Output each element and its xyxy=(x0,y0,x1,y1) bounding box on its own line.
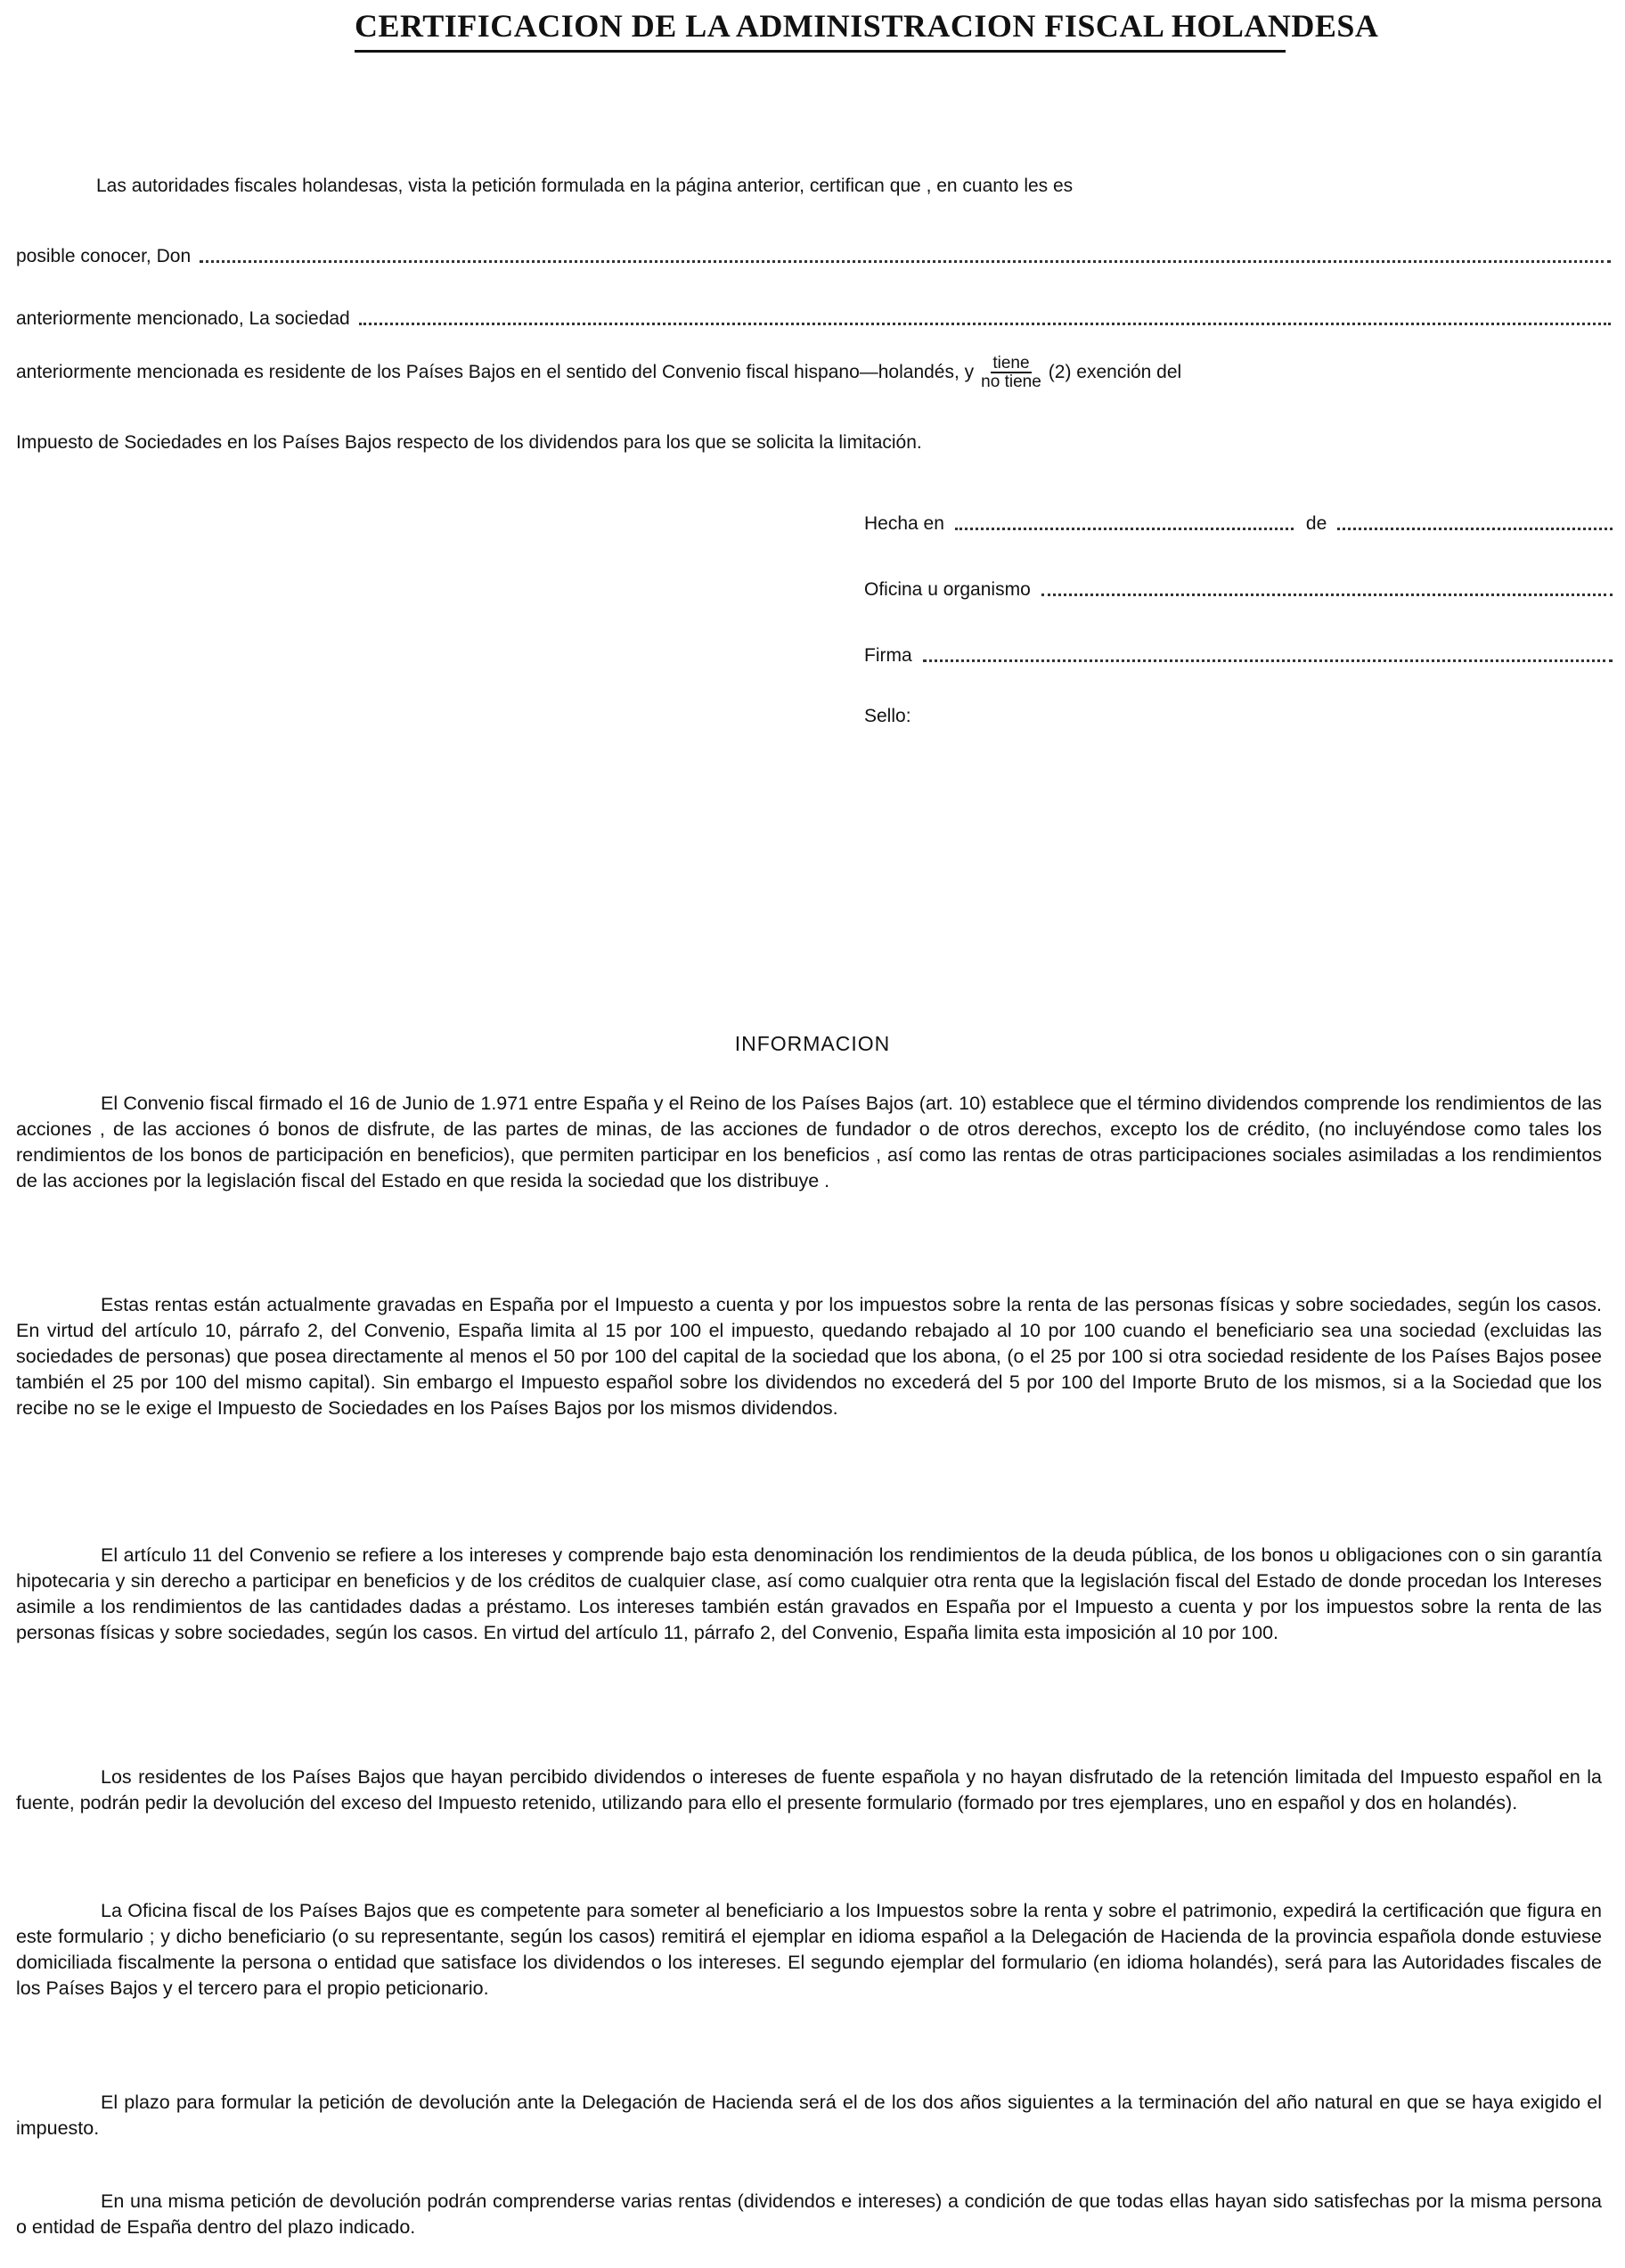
de-label: de xyxy=(1305,513,1327,534)
certificate-line-don xyxy=(16,246,1611,267)
certificate-line-sociedad xyxy=(16,308,1611,330)
certificate-line-5: Impuesto de Sociedades en los Países Bajos respecto de los dividendos para los que se solicita la limitación. xyxy=(16,432,922,453)
info-paragraph-6: El plazo para formular la petición de devolución ante la Delegación de Hacienda será el de los dos años siguientes a la terminación del año natural en que se haya exigido el impuesto. xyxy=(16,2092,1602,2139)
info-paragraph-3: El artículo 11 del Convenio se refiere a los intereses y comprende bajo esta denominación los rendimientos de la deuda pública, de los bonos u obligaciones con o sin garantía hipotecaria y sin derecho a participar en beneficios y de los créditos de cualquier clase, así como cualquier otra renta que la legislación fiscal del Estado de donde procedan los Intereses asimile a los rendimientos de las cantidades dadas a préstamo. Los intereses también están gravados en España por el Impuesto a cuenta y por los impuestos sobre la renta de las personas físicas y sobre sociedades, según los casos. En virtud del artículo 11, párrafo 2, del Convenio, España limita esta imposición al 10 por 100. xyxy=(16,1544,1602,1643)
firma-fill-line xyxy=(923,659,1613,662)
information-heading: INFORMACION xyxy=(734,1032,891,1055)
title-underline xyxy=(355,50,1286,53)
info-paragraph-1: El Convenio fiscal firmado el 16 de Junio de 1.971 entre España y el Reino de los Países Bajos (art. 10) establece que el término dividendos comprende los rendimientos de las acciones , de las acciones ó bonos de disfrute, de las partes de minas, de las acciones de fundador o de otros derechos, excepto los de crédito, (no incluyéndose como tales los rendimientos de los bonos de participación en beneficios), que permiten participar en los beneficios , así como las rentas de otras participaciones sociales asimiladas a los rendimientos de las acciones por la legislación fiscal del Estado en que resida la sociedad que los distribuye . xyxy=(16,1093,1602,1191)
document-title: CERTIFICACION DE LA ADMINISTRACION FISCAL HOLANDESA xyxy=(355,8,1379,44)
don-label: posible conocer, Don xyxy=(16,246,192,266)
fraction-numerator: tiene xyxy=(992,354,1030,373)
sello-label: Sello: xyxy=(864,706,911,726)
sociedad-fill-line xyxy=(359,323,1611,325)
info-paragraph-2: Estas rentas están actualmente gravadas en España por el Impuesto a cuenta y por los impuestos sobre la renta de las personas físicas y sobre sociedades, según los casos. En virtud del artículo 10, párrafo 2, del Convenio, España limita al 15 por 100 el impuesto, quedando rebajado al 10 por 100 cuando el beneficiario sea una sociedad (excluidas las sociedades de personas) que posea directamente al menos el 50 por 100 del capital de la sociedad que los abona, (o el 25 por 100 si otra sociedad residente de los Países Bajos posee también el 25 por 100 del mismo capital). Sin embargo el Impuesto español sobre los dividendos no excederá del 5 por 100 del Importe Bruto de los mismos, si a la Sociedad que los recibe no se le exige el Impuesto de Sociedades en los Países Bajos por los mismos dividendos. xyxy=(16,1294,1602,1419)
residencia-text: anteriormente mencionada es residente de los Países Bajos en el sentido del Convenio fiscal hispano—holandés, y xyxy=(16,362,975,382)
oficina-row xyxy=(864,579,1613,601)
don-fill-line xyxy=(200,260,1611,263)
exencion-text: (2) exención del xyxy=(1048,362,1182,382)
tiene-no-tiene-fraction xyxy=(979,355,1043,390)
firma-row xyxy=(864,645,1613,667)
certificate-line-residencia xyxy=(16,355,1611,390)
sello-row xyxy=(864,706,1613,727)
hecha-en-label: Hecha en xyxy=(864,513,944,534)
hecha-en-row xyxy=(864,513,1613,535)
info-paragraph-7: En una misma petición de devolución podrán comprenderse varias rentas (dividendos e intereses) a condición de que todas ellas hayan sido satisfechas por la misma persona o entidad de España dentro del plazo indicado. xyxy=(16,2190,1602,2238)
certificate-line-1: Las autoridades fiscales holandesas, vista la petición formulada en la página anterior, certifican que , en cuanto les es xyxy=(96,176,1074,196)
hecha-en-fill-line xyxy=(955,528,1294,530)
de-fill-line xyxy=(1337,528,1613,530)
firma-label: Firma xyxy=(864,645,912,666)
sociedad-label: anteriormente mencionado, La sociedad xyxy=(16,308,350,329)
info-paragraph-5: La Oficina fiscal de los Países Bajos que es competente para someter al beneficiario a los Impuestos sobre la renta y sobre el patrimonio, expedirá la certificación que figura en este formulario ; y dicho beneficiario (o su representante, según los casos) remitirá el ejemplar en idioma español a la Delegación de Hacienda de la provincia española donde estuviese domiciliada fiscalmente la persona o entidad que satisface los dividendos o los intereses. El segundo ejemplar del formulario (en idioma holandés), será para las Autoridades fiscales de los Países Bajos y el tercero para el propio peticionario. xyxy=(16,1900,1602,1999)
oficina-label: Oficina u organismo xyxy=(864,579,1031,600)
oficina-fill-line xyxy=(1041,594,1613,596)
info-paragraph-4: Los residentes de los Países Bajos que hayan percibido dividendos o intereses de fuente española y no hayan disfrutado de la retención limitada del Impuesto español en la fuente, podrán pedir la devolución del exceso del Impuesto retenido, utilizando para ello el presente formulario (formado por tres ejemplares, uno en español y dos en holandés). xyxy=(16,1766,1602,1814)
fraction-denominator: no tiene xyxy=(981,373,1041,391)
